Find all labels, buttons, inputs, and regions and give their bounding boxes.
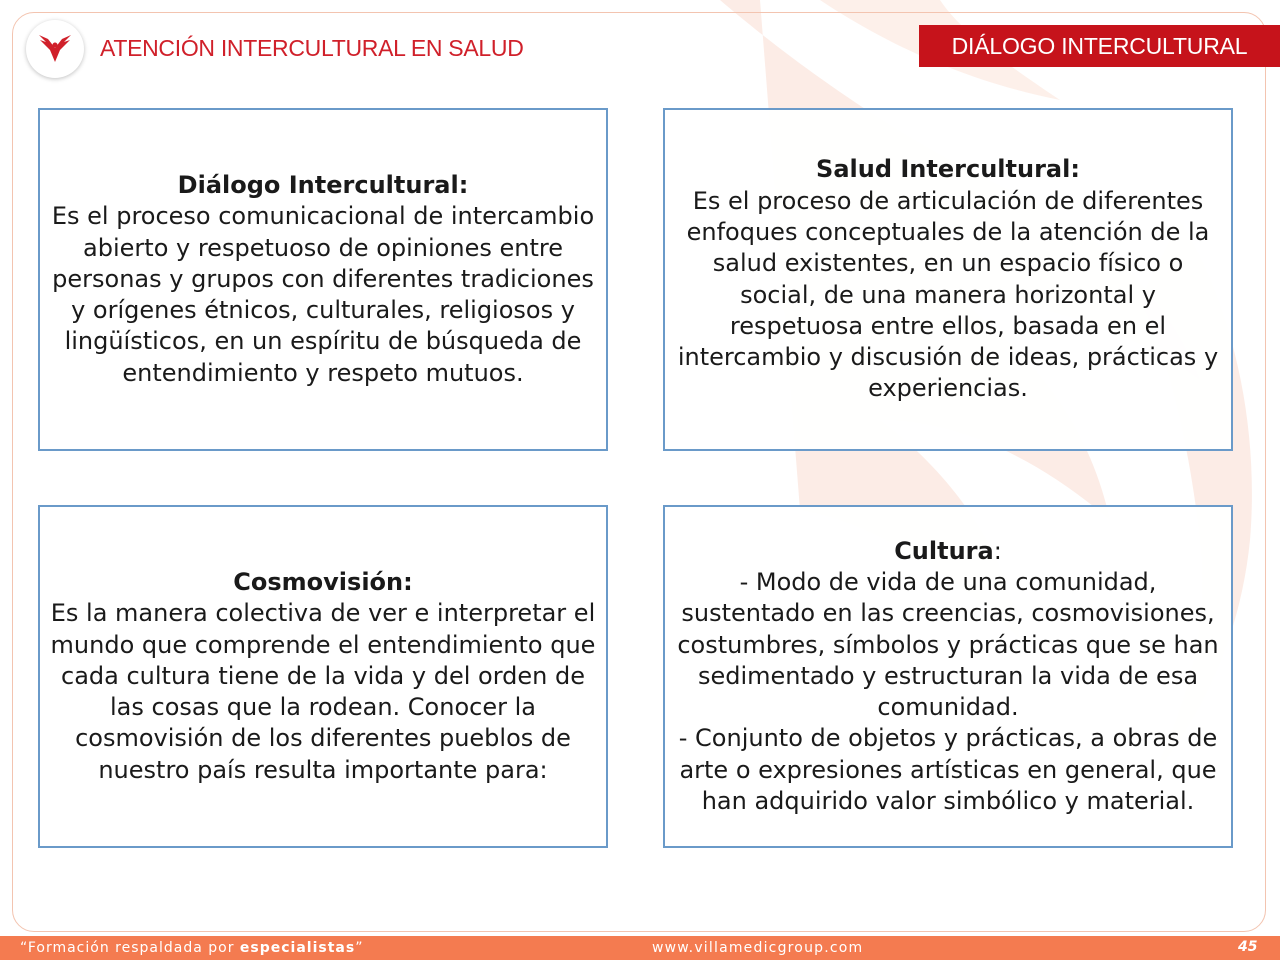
brand-logo: [26, 20, 84, 78]
card-title-row: [894, 536, 1002, 567]
footer-url[interactable]: www.villamedicgroup.com: [652, 940, 864, 956]
definition-card-cosmovision: [38, 505, 608, 848]
card-title: Cultura: [894, 536, 994, 565]
card-title: Cosmovisión:: [233, 567, 413, 596]
slogan-suffix: ”: [355, 940, 364, 956]
card-body: - Modo de vida de una comunidad, sustentado en las creencias, cosmovisiones, costumbres, símbolos y prácticas que se han sedimentado y estructuran la vida de esa comunidad. - Conjunto de objetos y prácticas, a obras de arte o expresiones artísticas en general, que han adquirido valor simbólico y material.: [677, 567, 1219, 816]
page-header-title: ATENCIÓN INTERCULTURAL EN SALUD: [100, 35, 524, 61]
slogan-prefix: “Formación respaldada por: [20, 940, 240, 956]
card-title-suffix: :: [993, 536, 1002, 565]
definition-card-dialogo: [38, 108, 608, 451]
definition-card-salud: [663, 108, 1233, 451]
definition-card-cultura: [663, 505, 1233, 848]
page-number: 45: [1238, 939, 1258, 955]
card-title: Salud Intercultural:: [816, 155, 1080, 184]
phoenix-icon: [34, 28, 76, 70]
card-body: Es la manera colectiva de ver e interpretar el mundo que comprende el entendimiento que cada cultura tiene de la vida y del orden de las cosas que la rodean. Conocer la cosmovisión de los diferentes pueblos de nuestro país resulta importante para:: [50, 599, 596, 784]
slogan-bold: especialistas: [239, 940, 356, 956]
footer-bar: [0, 936, 1280, 960]
section-badge: DIÁLOGO INTERCULTURAL: [919, 25, 1280, 67]
card-body: Es el proceso comunicacional de intercambio abierto y respetuoso de opiniones entre personas y grupos con diferentes tradiciones y orígenes étnicos, culturales, religiosos y lingüísticos, en un espíritu de búsqueda de entendimiento y respeto mutuos.: [51, 202, 595, 387]
card-title: Diálogo Intercultural:: [177, 170, 469, 199]
card-body: Es el proceso de articulación de diferentes enfoques conceptuales de la atención de la salud existentes, en un espacio físico o social, de una manera horizontal y respetuosa entre ellos, basada en el intercambio y discusión de ideas, prácticas y experiencias.: [677, 186, 1219, 403]
footer-slogan: [20, 940, 363, 956]
